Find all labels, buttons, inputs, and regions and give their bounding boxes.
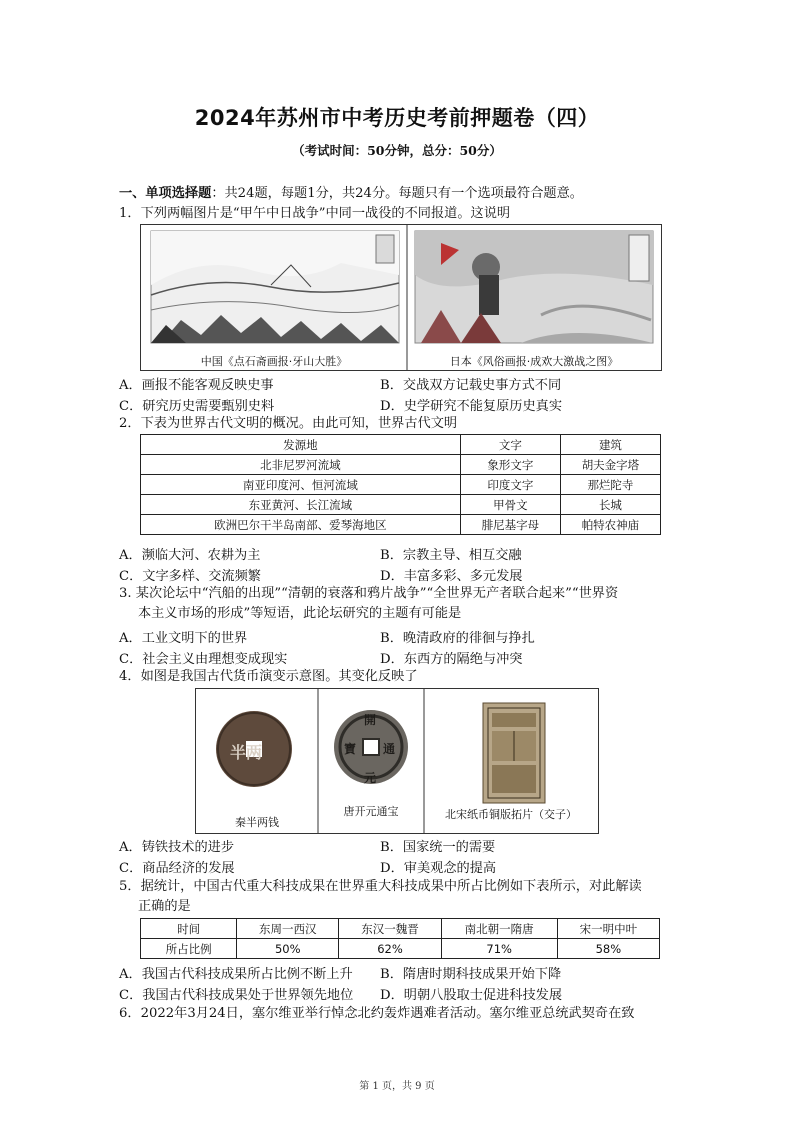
q2-option-d[interactable]: D．丰富多彩、多元发展 xyxy=(380,569,523,584)
q4-stem: 4．如图是我国古代货币演变示意图。其变化反映了 xyxy=(119,669,418,684)
table-header-row xyxy=(141,919,660,939)
q4-option-b[interactable]: B．国家统一的需要 xyxy=(380,840,496,855)
q3-option-d[interactable]: D．东西方的隔绝与冲突 xyxy=(380,652,523,667)
q5-stem-line1: 5．据统计，中国古代重大科技成果在世界重大科技成果中所占比例如下表所示，对此解读 xyxy=(119,879,642,894)
q4-caption-qin: 秦半两钱 xyxy=(235,816,279,829)
banliang-coin-inscription: 半两 xyxy=(230,743,263,762)
q5-option-c[interactable]: C．我国古代科技成果处于世界领先地位 xyxy=(119,988,354,1003)
q5-option-a[interactable]: A．我国古代科技成果所占比例不断上升 xyxy=(119,967,353,982)
row-label-cell: 所占比例 xyxy=(141,939,237,959)
table-header-row xyxy=(141,435,661,455)
q4-currency-figure xyxy=(195,688,599,834)
table-cell: 62% xyxy=(339,939,441,959)
q2-stem: 2．下表为世界古代文明的概况。由此可知，世界古代文明 xyxy=(119,416,458,431)
table-cell: 欧洲巴尔干半岛南部、爱琴海地区 xyxy=(141,515,461,535)
kaiyuan-char-bottom: 元 xyxy=(364,771,377,785)
kaiyuan-char-right: 通 xyxy=(383,742,396,756)
q4-caption-song: 北宋纸币铜版拓片（交子） xyxy=(445,808,577,821)
q1-stem: 1．下列两幅图片是“甲午中日战争”中同一战役的不同报道。这说明 xyxy=(119,206,511,221)
q3-stem-line1: 3. 某次论坛中“汽船的出现”“清朝的衰落和鸦片战争”“全世界无产者联合起来”“世界资 xyxy=(119,586,619,601)
q5-ratio-table xyxy=(140,918,660,959)
header-cell: 时间 xyxy=(141,919,237,939)
q1-option-d[interactable]: D．史学研究不能复原历史真实 xyxy=(380,399,563,414)
kaiyuan-char-top: 開 xyxy=(364,713,377,727)
section-description: ：共24题，每题1分，共24分。每题只有一个选项最符合题意。 xyxy=(211,186,583,201)
right-battle-painting xyxy=(415,231,653,343)
q4-caption-tang: 唐开元通宝 xyxy=(343,805,399,818)
header-cell: 南北朝一隋唐 xyxy=(441,919,557,939)
left-battle-painting xyxy=(151,231,399,343)
kaiyuan-char-left: 寶 xyxy=(344,742,357,756)
header-cell: 文字 xyxy=(460,435,560,455)
q2-civilization-table xyxy=(140,434,661,535)
table-cell: 帕特农神庙 xyxy=(560,515,660,535)
exam-info: （考试时间：50分钟，总分：50分） xyxy=(292,143,502,158)
table-cell: 那烂陀寺 xyxy=(560,475,660,495)
q5-option-b[interactable]: B．隋唐时期科技成果开始下降 xyxy=(380,967,562,982)
section-heading-line xyxy=(119,185,583,202)
table-cell: 印度文字 xyxy=(460,475,560,495)
q3-option-c[interactable]: C．社会主义由理想变成现实 xyxy=(119,652,288,667)
table-cell: 腓尼基字母 xyxy=(460,515,560,535)
q1-caption-left: 中国《点石斋画报·牙山大胜》 xyxy=(200,355,348,368)
q5-option-d[interactable]: D．明朝八股取士促进科技发展 xyxy=(380,988,563,1003)
header-cell: 东周一西汉 xyxy=(237,919,339,939)
q1-figures-svg xyxy=(141,225,661,370)
q3-stem-line2: 本主义市场的形成”等短语，此论坛研究的主题有可能是 xyxy=(138,606,462,621)
q1-option-a[interactable]: A．画报不能客观反映史事 xyxy=(119,378,274,393)
table-cell: 长城 xyxy=(560,495,660,515)
song-jiaozi-print xyxy=(483,703,545,803)
table-cell: 胡夫金字塔 xyxy=(560,455,660,475)
header-cell: 宋一明中叶 xyxy=(557,919,659,939)
table-cell: 71% xyxy=(441,939,557,959)
q1-caption-right: 日本《风俗画报·成欢大激战之图》 xyxy=(449,355,619,368)
table-row xyxy=(141,939,660,959)
q4-option-a[interactable]: A．铸铁技术的进步 xyxy=(119,840,235,855)
header-cell: 发源地 xyxy=(141,435,461,455)
q1-figure-frame xyxy=(140,224,662,371)
q2-option-c[interactable]: C．文字多样、交流频繁 xyxy=(119,569,261,584)
q5-stem-line2: 正确的是 xyxy=(138,899,191,914)
q2-option-a[interactable]: A．濒临大河、农耕为主 xyxy=(119,548,261,563)
page-footer: 第 1 页，共 9 页 xyxy=(359,1081,435,1092)
q2-option-b[interactable]: B．宗教主导、相互交融 xyxy=(380,548,522,563)
table-cell: 50% xyxy=(237,939,339,959)
table-cell: 南亚印度河、恒河流域 xyxy=(141,475,461,495)
q3-option-a[interactable]: A．工业文明下的世界 xyxy=(119,631,248,646)
q4-option-c[interactable]: C．商品经济的发展 xyxy=(119,861,235,876)
table-cell: 北非尼罗河流域 xyxy=(141,455,461,475)
table-cell: 58% xyxy=(557,939,659,959)
header-cell: 建筑 xyxy=(560,435,660,455)
q4-option-d[interactable]: D．审美观念的提高 xyxy=(380,861,497,876)
table-cell: 东亚黄河、长江流域 xyxy=(141,495,461,515)
page-title: 2024年苏州市中考历史考前押题卷（四） xyxy=(194,106,600,130)
q3-option-b[interactable]: B．晚清政府的徘徊与挣扎 xyxy=(380,631,535,646)
header-cell: 东汉一魏晋 xyxy=(339,919,441,939)
table-cell: 甲骨文 xyxy=(460,495,560,515)
q1-option-b[interactable]: B．交战双方记载史事方式不同 xyxy=(380,378,562,393)
table-row xyxy=(141,515,661,535)
section-heading: 一、单项选择题 xyxy=(119,186,212,201)
q6-stem: 6．2022年3月24日，塞尔维亚举行悼念北约轰炸遇难者活动。塞尔维亚总统武契奇在致 xyxy=(119,1006,635,1021)
table-cell: 象形文字 xyxy=(460,455,560,475)
table-row xyxy=(141,475,661,495)
q1-option-c[interactable]: C．研究历史需要甄别史料 xyxy=(119,399,275,414)
table-row xyxy=(141,495,661,515)
table-row xyxy=(141,455,661,475)
